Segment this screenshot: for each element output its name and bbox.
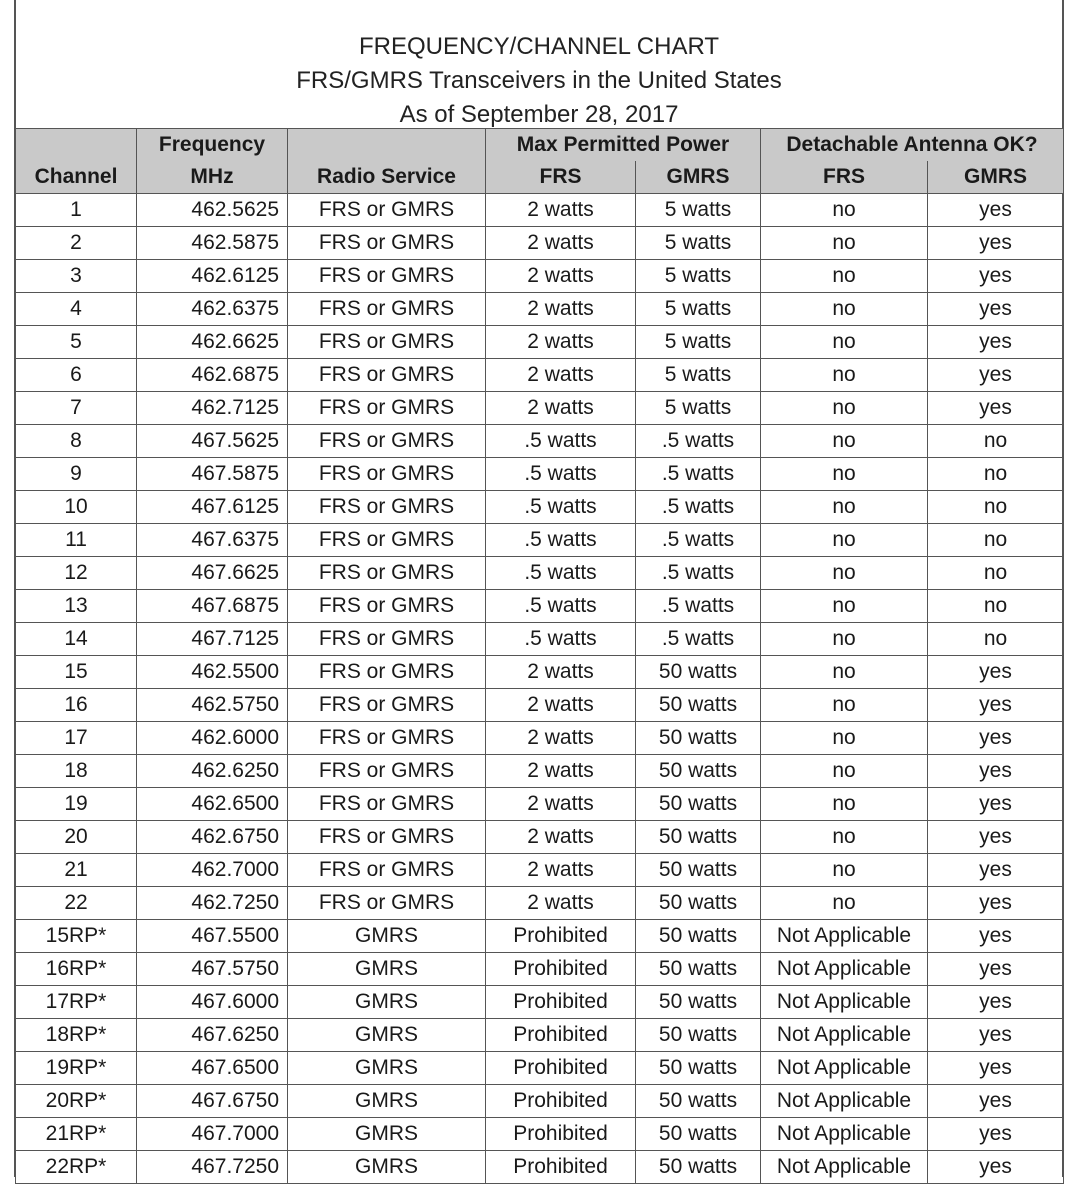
cell-antenna-frs: no xyxy=(761,491,928,524)
cell-antenna-frs: no xyxy=(761,722,928,755)
table-row xyxy=(16,689,1064,722)
cell-power-frs: Prohibited xyxy=(486,920,636,953)
cell-power-gmrs: 5 watts xyxy=(636,260,761,293)
cell-radio-service: FRS or GMRS xyxy=(288,293,486,326)
cell-antenna-frs: Not Applicable xyxy=(761,953,928,986)
cell-antenna-frs: no xyxy=(761,821,928,854)
cell-radio-service: FRS or GMRS xyxy=(288,557,486,590)
cell-power-frs: Prohibited xyxy=(486,986,636,1019)
table-row xyxy=(16,326,1064,359)
cell-antenna-frs: no xyxy=(761,260,928,293)
cell-antenna-gmrs: no xyxy=(928,623,1064,656)
table-row xyxy=(16,194,1064,227)
cell-power-frs: 2 watts xyxy=(486,689,636,722)
table-row xyxy=(16,1052,1064,1085)
cell-channel: 16 xyxy=(16,689,137,722)
cell-power-gmrs: 50 watts xyxy=(636,854,761,887)
cell-power-gmrs: .5 watts xyxy=(636,425,761,458)
cell-antenna-gmrs: yes xyxy=(928,194,1064,227)
table-row xyxy=(16,656,1064,689)
cell-antenna-gmrs: yes xyxy=(928,854,1064,887)
cell-channel: 2 xyxy=(16,227,137,260)
cell-power-gmrs: .5 watts xyxy=(636,524,761,557)
cell-channel: 17RP* xyxy=(16,986,137,1019)
cell-radio-service: GMRS xyxy=(288,1151,486,1184)
cell-power-frs: Prohibited xyxy=(486,953,636,986)
cell-frequency: 462.5500 xyxy=(137,656,288,689)
cell-radio-service: FRS or GMRS xyxy=(288,524,486,557)
cell-frequency: 462.7250 xyxy=(137,887,288,920)
table-row xyxy=(16,953,1064,986)
cell-antenna-frs: no xyxy=(761,326,928,359)
cell-radio-service: FRS or GMRS xyxy=(288,755,486,788)
cell-power-frs: 2 watts xyxy=(486,260,636,293)
cell-frequency: 467.6250 xyxy=(137,1019,288,1052)
cell-antenna-gmrs: yes xyxy=(928,986,1064,1019)
cell-antenna-gmrs: yes xyxy=(928,953,1064,986)
cell-channel: 19RP* xyxy=(16,1052,137,1085)
cell-frequency: 467.5875 xyxy=(137,458,288,491)
cell-antenna-gmrs: yes xyxy=(928,821,1064,854)
cell-channel: 12 xyxy=(16,557,137,590)
cell-frequency: 467.7250 xyxy=(137,1151,288,1184)
cell-antenna-gmrs: yes xyxy=(928,722,1064,755)
cell-antenna-frs: no xyxy=(761,656,928,689)
cell-frequency: 462.6375 xyxy=(137,293,288,326)
cell-channel: 5 xyxy=(16,326,137,359)
cell-power-frs: .5 watts xyxy=(486,524,636,557)
cell-frequency: 462.6250 xyxy=(137,755,288,788)
table-body xyxy=(16,194,1064,1184)
cell-frequency: 467.6375 xyxy=(137,524,288,557)
cell-power-frs: .5 watts xyxy=(486,623,636,656)
cell-power-gmrs: .5 watts xyxy=(636,458,761,491)
cell-antenna-gmrs: yes xyxy=(928,1085,1064,1118)
cell-radio-service: GMRS xyxy=(288,953,486,986)
cell-antenna-gmrs: yes xyxy=(928,755,1064,788)
cell-antenna-frs: Not Applicable xyxy=(761,1151,928,1184)
header-power-frs: FRS xyxy=(486,161,636,194)
cell-radio-service: FRS or GMRS xyxy=(288,260,486,293)
cell-power-gmrs: 5 watts xyxy=(636,194,761,227)
cell-power-frs: 2 watts xyxy=(486,854,636,887)
cell-antenna-frs: no xyxy=(761,755,928,788)
cell-power-gmrs: .5 watts xyxy=(636,557,761,590)
cell-power-frs: 2 watts xyxy=(486,359,636,392)
cell-antenna-gmrs: yes xyxy=(928,656,1064,689)
cell-frequency: 462.6750 xyxy=(137,821,288,854)
cell-antenna-frs: no xyxy=(761,590,928,623)
cell-power-frs: .5 watts xyxy=(486,557,636,590)
cell-frequency: 467.7000 xyxy=(137,1118,288,1151)
cell-antenna-gmrs: yes xyxy=(928,359,1064,392)
cell-antenna-frs: Not Applicable xyxy=(761,1019,928,1052)
cell-channel: 4 xyxy=(16,293,137,326)
cell-power-frs: .5 watts xyxy=(486,458,636,491)
cell-radio-service: FRS or GMRS xyxy=(288,788,486,821)
cell-antenna-gmrs: yes xyxy=(928,227,1064,260)
cell-antenna-frs: no xyxy=(761,194,928,227)
table-row xyxy=(16,821,1064,854)
cell-antenna-gmrs: yes xyxy=(928,1151,1064,1184)
table-row xyxy=(16,854,1064,887)
cell-frequency: 467.6500 xyxy=(137,1052,288,1085)
cell-antenna-gmrs: yes xyxy=(928,920,1064,953)
cell-antenna-frs: no xyxy=(761,227,928,260)
cell-power-frs: 2 watts xyxy=(486,722,636,755)
cell-antenna-frs: no xyxy=(761,458,928,491)
cell-power-gmrs: 50 watts xyxy=(636,887,761,920)
cell-frequency: 462.5625 xyxy=(137,194,288,227)
header-radio-service: Radio Service xyxy=(288,161,486,194)
cell-antenna-frs: no xyxy=(761,293,928,326)
cell-radio-service: GMRS xyxy=(288,1019,486,1052)
cell-frequency: 467.5500 xyxy=(137,920,288,953)
cell-power-frs: .5 watts xyxy=(486,425,636,458)
cell-power-gmrs: 50 watts xyxy=(636,953,761,986)
cell-power-frs: 2 watts xyxy=(486,755,636,788)
table-row xyxy=(16,293,1064,326)
cell-frequency: 467.5625 xyxy=(137,425,288,458)
cell-power-frs: 2 watts xyxy=(486,194,636,227)
cell-power-gmrs: 50 watts xyxy=(636,1019,761,1052)
cell-antenna-frs: no xyxy=(761,623,928,656)
cell-antenna-gmrs: no xyxy=(928,458,1064,491)
table-row xyxy=(16,623,1064,656)
cell-channel: 9 xyxy=(16,458,137,491)
cell-power-gmrs: 5 watts xyxy=(636,326,761,359)
cell-antenna-frs: no xyxy=(761,557,928,590)
cell-radio-service: FRS or GMRS xyxy=(288,656,486,689)
table-row xyxy=(16,227,1064,260)
cell-power-gmrs: .5 watts xyxy=(636,623,761,656)
cell-power-gmrs: 50 watts xyxy=(636,1118,761,1151)
header-antenna-gmrs: GMRS xyxy=(928,161,1064,194)
table-row xyxy=(16,755,1064,788)
cell-power-frs: .5 watts xyxy=(486,590,636,623)
cell-channel: 1 xyxy=(16,194,137,227)
cell-antenna-gmrs: yes xyxy=(928,392,1064,425)
header-max-permitted-power: Max Permitted Power xyxy=(486,129,761,162)
cell-channel: 18 xyxy=(16,755,137,788)
cell-frequency: 462.7000 xyxy=(137,854,288,887)
cell-frequency: 467.6125 xyxy=(137,491,288,524)
cell-channel: 16RP* xyxy=(16,953,137,986)
cell-channel: 15RP* xyxy=(16,920,137,953)
header-antenna-frs: FRS xyxy=(761,161,928,194)
cell-power-gmrs: 50 watts xyxy=(636,1085,761,1118)
frequency-channel-table xyxy=(15,128,1064,1184)
cell-antenna-frs: no xyxy=(761,425,928,458)
table-row xyxy=(16,392,1064,425)
cell-antenna-gmrs: yes xyxy=(928,260,1064,293)
cell-antenna-frs: no xyxy=(761,524,928,557)
chart-sheet xyxy=(14,0,1064,1177)
cell-radio-service: GMRS xyxy=(288,1085,486,1118)
header-detachable-antenna: Detachable Antenna OK? xyxy=(761,129,1064,162)
header-mhz: MHz xyxy=(137,161,288,194)
table-row xyxy=(16,458,1064,491)
cell-channel: 7 xyxy=(16,392,137,425)
table-row xyxy=(16,788,1064,821)
cell-channel: 11 xyxy=(16,524,137,557)
cell-power-gmrs: 5 watts xyxy=(636,392,761,425)
cell-power-gmrs: 5 watts xyxy=(636,227,761,260)
table-row xyxy=(16,491,1064,524)
table-row xyxy=(16,1019,1064,1052)
cell-power-frs: Prohibited xyxy=(486,1052,636,1085)
title-line-1: FREQUENCY/CHANNEL CHART xyxy=(358,33,720,60)
cell-antenna-frs: no xyxy=(761,788,928,821)
cell-power-frs: .5 watts xyxy=(486,491,636,524)
cell-channel: 19 xyxy=(16,788,137,821)
cell-power-gmrs: 50 watts xyxy=(636,986,761,1019)
cell-power-gmrs: 50 watts xyxy=(636,689,761,722)
cell-radio-service: FRS or GMRS xyxy=(288,425,486,458)
cell-radio-service: FRS or GMRS xyxy=(288,590,486,623)
table-row xyxy=(16,359,1064,392)
cell-power-frs: 2 watts xyxy=(486,326,636,359)
cell-power-gmrs: 50 watts xyxy=(636,821,761,854)
cell-power-frs: 2 watts xyxy=(486,227,636,260)
cell-radio-service: FRS or GMRS xyxy=(288,458,486,491)
cell-radio-service: FRS or GMRS xyxy=(288,623,486,656)
cell-radio-service: FRS or GMRS xyxy=(288,359,486,392)
cell-frequency: 467.6750 xyxy=(137,1085,288,1118)
cell-antenna-gmrs: yes xyxy=(928,887,1064,920)
table-row xyxy=(16,1151,1064,1184)
title-line-2: FRS/GMRS Transceivers in the United States xyxy=(296,67,782,94)
title-block xyxy=(16,0,1062,128)
cell-antenna-gmrs: no xyxy=(928,557,1064,590)
cell-frequency: 462.6125 xyxy=(137,260,288,293)
cell-radio-service: FRS or GMRS xyxy=(288,227,486,260)
cell-antenna-frs: no xyxy=(761,359,928,392)
cell-radio-service: GMRS xyxy=(288,1118,486,1151)
cell-antenna-frs: no xyxy=(761,887,928,920)
cell-radio-service: FRS or GMRS xyxy=(288,326,486,359)
cell-antenna-frs: Not Applicable xyxy=(761,1118,928,1151)
cell-frequency: 467.5750 xyxy=(137,953,288,986)
cell-power-gmrs: 50 watts xyxy=(636,755,761,788)
cell-channel: 22 xyxy=(16,887,137,920)
cell-radio-service: FRS or GMRS xyxy=(288,194,486,227)
cell-antenna-frs: no xyxy=(761,689,928,722)
cell-antenna-frs: Not Applicable xyxy=(761,1052,928,1085)
cell-radio-service: FRS or GMRS xyxy=(288,821,486,854)
cell-antenna-gmrs: no xyxy=(928,524,1064,557)
cell-frequency: 462.6000 xyxy=(137,722,288,755)
cell-frequency: 467.6625 xyxy=(137,557,288,590)
cell-frequency: 467.6000 xyxy=(137,986,288,1019)
cell-antenna-frs: Not Applicable xyxy=(761,1085,928,1118)
cell-radio-service: FRS or GMRS xyxy=(288,854,486,887)
header-blank-channel xyxy=(16,129,137,162)
cell-antenna-frs: no xyxy=(761,854,928,887)
cell-power-frs: 2 watts xyxy=(486,887,636,920)
cell-power-gmrs: .5 watts xyxy=(636,590,761,623)
cell-antenna-gmrs: yes xyxy=(928,1052,1064,1085)
title-line-3: As of September 28, 2017 xyxy=(399,101,679,128)
table-row xyxy=(16,1085,1064,1118)
cell-power-gmrs: 50 watts xyxy=(636,1151,761,1184)
table-row xyxy=(16,1118,1064,1151)
header-frequency: Frequency xyxy=(137,129,288,162)
cell-antenna-gmrs: yes xyxy=(928,788,1064,821)
cell-power-gmrs: 50 watts xyxy=(636,1052,761,1085)
cell-antenna-gmrs: yes xyxy=(928,1118,1064,1151)
cell-frequency: 462.6500 xyxy=(137,788,288,821)
cell-power-gmrs: .5 watts xyxy=(636,491,761,524)
cell-channel: 20 xyxy=(16,821,137,854)
cell-frequency: 462.6875 xyxy=(137,359,288,392)
header-blank-service xyxy=(288,129,486,162)
table-row xyxy=(16,590,1064,623)
table-row xyxy=(16,557,1064,590)
header-power-gmrs: GMRS xyxy=(636,161,761,194)
table-row xyxy=(16,722,1064,755)
cell-frequency: 462.5875 xyxy=(137,227,288,260)
cell-power-gmrs: 50 watts xyxy=(636,788,761,821)
cell-radio-service: FRS or GMRS xyxy=(288,392,486,425)
cell-antenna-gmrs: no xyxy=(928,491,1064,524)
cell-radio-service: FRS or GMRS xyxy=(288,887,486,920)
cell-antenna-gmrs: yes xyxy=(928,326,1064,359)
cell-power-frs: 2 watts xyxy=(486,788,636,821)
cell-channel: 22RP* xyxy=(16,1151,137,1184)
cell-channel: 21RP* xyxy=(16,1118,137,1151)
table-row xyxy=(16,887,1064,920)
header-channel: Channel xyxy=(16,161,137,194)
cell-antenna-frs: Not Applicable xyxy=(761,986,928,1019)
cell-radio-service: GMRS xyxy=(288,920,486,953)
cell-frequency: 462.6625 xyxy=(137,326,288,359)
cell-frequency: 462.5750 xyxy=(137,689,288,722)
cell-antenna-frs: no xyxy=(761,392,928,425)
cell-power-gmrs: 50 watts xyxy=(636,722,761,755)
cell-radio-service: FRS or GMRS xyxy=(288,491,486,524)
cell-channel: 15 xyxy=(16,656,137,689)
cell-frequency: 467.7125 xyxy=(137,623,288,656)
cell-power-frs: 2 watts xyxy=(486,392,636,425)
cell-radio-service: FRS or GMRS xyxy=(288,689,486,722)
cell-channel: 20RP* xyxy=(16,1085,137,1118)
cell-power-gmrs: 5 watts xyxy=(636,359,761,392)
cell-antenna-gmrs: yes xyxy=(928,689,1064,722)
cell-channel: 13 xyxy=(16,590,137,623)
cell-antenna-gmrs: yes xyxy=(928,293,1064,326)
cell-radio-service: GMRS xyxy=(288,1052,486,1085)
cell-frequency: 467.6875 xyxy=(137,590,288,623)
cell-channel: 6 xyxy=(16,359,137,392)
cell-power-gmrs: 50 watts xyxy=(636,920,761,953)
cell-power-frs: Prohibited xyxy=(486,1151,636,1184)
cell-channel: 10 xyxy=(16,491,137,524)
cell-antenna-gmrs: no xyxy=(928,590,1064,623)
cell-channel: 3 xyxy=(16,260,137,293)
table-row xyxy=(16,260,1064,293)
table-row xyxy=(16,524,1064,557)
cell-radio-service: FRS or GMRS xyxy=(288,722,486,755)
table-row xyxy=(16,920,1064,953)
cell-channel: 17 xyxy=(16,722,137,755)
cell-power-frs: Prohibited xyxy=(486,1019,636,1052)
table-row xyxy=(16,425,1064,458)
cell-antenna-gmrs: yes xyxy=(928,1019,1064,1052)
cell-channel: 14 xyxy=(16,623,137,656)
cell-power-gmrs: 5 watts xyxy=(636,293,761,326)
cell-power-gmrs: 50 watts xyxy=(636,656,761,689)
cell-power-frs: 2 watts xyxy=(486,656,636,689)
cell-power-frs: Prohibited xyxy=(486,1118,636,1151)
cell-channel: 18RP* xyxy=(16,1019,137,1052)
cell-antenna-gmrs: no xyxy=(928,425,1064,458)
cell-frequency: 462.7125 xyxy=(137,392,288,425)
cell-power-frs: 2 watts xyxy=(486,293,636,326)
cell-channel: 21 xyxy=(16,854,137,887)
cell-antenna-frs: Not Applicable xyxy=(761,920,928,953)
cell-power-frs: Prohibited xyxy=(486,1085,636,1118)
cell-power-frs: 2 watts xyxy=(486,821,636,854)
table-row xyxy=(16,986,1064,1019)
cell-radio-service: GMRS xyxy=(288,986,486,1019)
cell-channel: 8 xyxy=(16,425,137,458)
